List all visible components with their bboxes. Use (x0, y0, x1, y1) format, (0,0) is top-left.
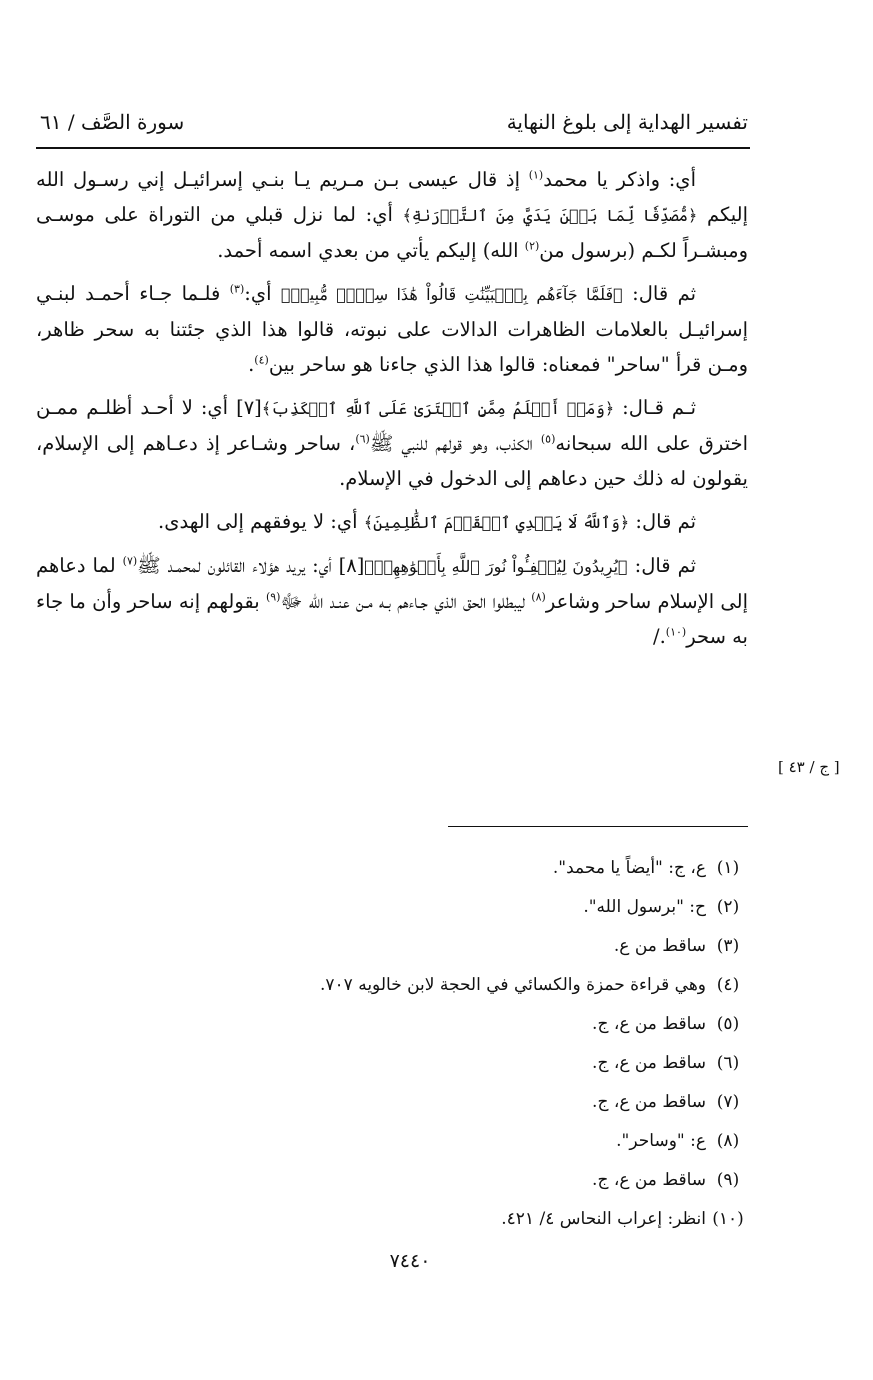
footnote-item (160, 926, 750, 965)
footnote-number: (٣) (716, 935, 740, 956)
footnote-item (160, 1121, 750, 1160)
footnote-number: (٢) (716, 896, 740, 917)
footnote-ref: (٥) (540, 432, 556, 446)
quran-verse: ﴿مُّصَدِّقٗا لِّمَا بَيۡنَ يَدَيَّ مِنَ ٱلتَّوۡرَىٰةِ﴾ (402, 206, 698, 225)
surah-label: سورة الصَّف / ٦١ (40, 110, 185, 134)
text-run: فلـما جـاء أحمـد لبنـي إسرائيـل بالعلامات الظاهرات الدالات على نبوته، قالوا هذا الذي جئتنا به سحر ظاهر، ومـن قرأ "ساحر" فمعناه: قالوا هذا الذي جاءنا هو ساحر بين (36, 282, 748, 376)
footnote-text: ع: "وساحر". (616, 1130, 706, 1151)
footnote-item (160, 848, 750, 887)
text-run: [٧] أي: لا أحـد أظلـم ممـن اخترق على الله سبحانه (36, 396, 748, 455)
footnote-number: (٥) (716, 1013, 740, 1034)
running-header (30, 108, 748, 148)
footnote-item (160, 1082, 750, 1121)
footnote-text: ساقط من ع، ج. (592, 1052, 706, 1073)
footnote-ref: (٧) (122, 554, 138, 568)
text-run: ليبطلوا الحق الذي جـاءهم بـه مـن عنـد الله ﷻ (280, 590, 532, 613)
footnote-item (160, 1043, 750, 1082)
paragraph (36, 548, 748, 654)
footnote-item (160, 1004, 750, 1043)
text-run: أي: لما نزل قبلي من التوراة على موسـى ومبشـراً لكـم (برسول من (36, 203, 748, 262)
quran-verse: ﴿وَمَنۡ أَظۡلَمُ مِمَّنِ ٱفۡتَرَىٰ عَلَى ٱللَّهِ ٱلۡكَذِبَ﴾ (261, 399, 615, 418)
footnote-ref: (٩) (265, 590, 281, 604)
footnote-item (160, 1160, 750, 1199)
footnote-text: ح: "برسول الله". (583, 896, 706, 917)
footnotes (160, 848, 750, 1238)
footnote-ref: (٨) (531, 590, 546, 604)
text-run: أي: (244, 282, 281, 305)
text-run: . (248, 353, 255, 376)
text-run: أي: لا يوفقهم إلى الهدى. (158, 510, 364, 533)
quran-verse: ﴿فَلَمَّا جَآءَهُم بِٱلۡبَيِّنَٰتِ قَالُواْ هَٰذَا سِحۡرٞ مُّبِينٞ﴾ (280, 285, 623, 304)
footnote-number: (٤) (716, 974, 740, 995)
footnote-item (160, 887, 750, 926)
footnote-number: (١) (716, 857, 740, 878)
paragraph (36, 276, 748, 382)
footnote-rule (448, 826, 748, 827)
footnote-text: ع، ج: "أيضاً يا محمد". (552, 857, 706, 878)
footnote-ref: (٣) (229, 282, 245, 296)
text-run: إذ قال عيسى بـن مـريم يـا بنـي إسرائيـل إني رسـول الله إليكم (36, 168, 748, 226)
footnote-text: وهي قراءة حمزة والكسائي في الحجة لابن خالويه ٧٠٧. (319, 974, 706, 995)
text-run: ثم قال: (627, 554, 697, 577)
footnote-number: (٨) (716, 1130, 740, 1151)
text-run: ./ (653, 625, 666, 648)
page-number: ٧٤٤٠ (389, 1250, 431, 1272)
footnote-ref: (٦) (355, 432, 370, 446)
main-text (36, 162, 748, 662)
header-rule (36, 147, 750, 149)
footnote-text: ساقط من ع، ج. (592, 1091, 706, 1112)
text-run: الكذب، وهو قولهم للنبي ﷺ (369, 432, 541, 455)
text-run: ، ساحر وشـاعر إذ دعـاهم إلى الإسلام، يقولون له ذلك حين دعاهم إلى الدخول في الإسلام. (36, 432, 748, 490)
footnote-text: ساقط من ع. (613, 935, 706, 956)
footnote-item (160, 1199, 750, 1238)
footnote-number: (٧) (716, 1091, 740, 1112)
footnote-item (160, 965, 750, 1004)
text-run: ثـم قـال: (614, 396, 697, 419)
footnote-ref: (١٠) (665, 625, 687, 639)
text-run: [٨] أي: يريد هؤلاء القائلون لمحمـد ﷺ (137, 554, 365, 577)
text-run: ثم قال: (622, 282, 697, 305)
text-run: أي: واذكر يا محمد (543, 168, 696, 191)
footnote-number: (١٠) (712, 1208, 744, 1229)
paragraph (36, 390, 748, 496)
footnote-number: (٦) (716, 1052, 740, 1073)
book-title: تفسير الهداية إلى بلوغ النهاية (506, 110, 748, 134)
footnote-text: ساقط من ع، ج. (592, 1169, 706, 1190)
text-run: لما دعاهم إلى الإسلام ساحر وشاعر (36, 554, 748, 613)
footnote-text: انظر: إعراب النحاس ٤/ ٤٢١. (501, 1208, 706, 1229)
footnote-text: ساقط من ع، ج. (592, 1013, 706, 1034)
paragraph (36, 504, 748, 540)
text-run: الله) إليكم يأتي من بعدي اسمه أحمد. (217, 239, 525, 262)
manuscript-margin-note: [ ج / ٤٣ ] (778, 758, 840, 776)
quran-verse: ﴿وَٱللَّهُ لَا يَهۡدِي ٱلۡقَوۡمَ ٱلظَّٰلِمِينَ﴾ (363, 513, 630, 532)
quran-verse: ﴿يُرِيدُونَ لِيُطۡفِـُٔواْ نُورَ ٱللَّهِ بِأَفۡوَٰهِهِمۡ﴾ (364, 557, 628, 576)
footnote-ref: (٢) (524, 239, 540, 253)
footnote-ref: (٤) (254, 353, 269, 367)
text-run: ثم قال: (629, 510, 696, 533)
footnote-ref: (١) (528, 168, 544, 182)
paragraph (36, 162, 748, 268)
footnote-number: (٩) (716, 1169, 740, 1190)
text-run: بقولهم إنه ساحر وأن ما جاء به سحر (36, 590, 748, 648)
